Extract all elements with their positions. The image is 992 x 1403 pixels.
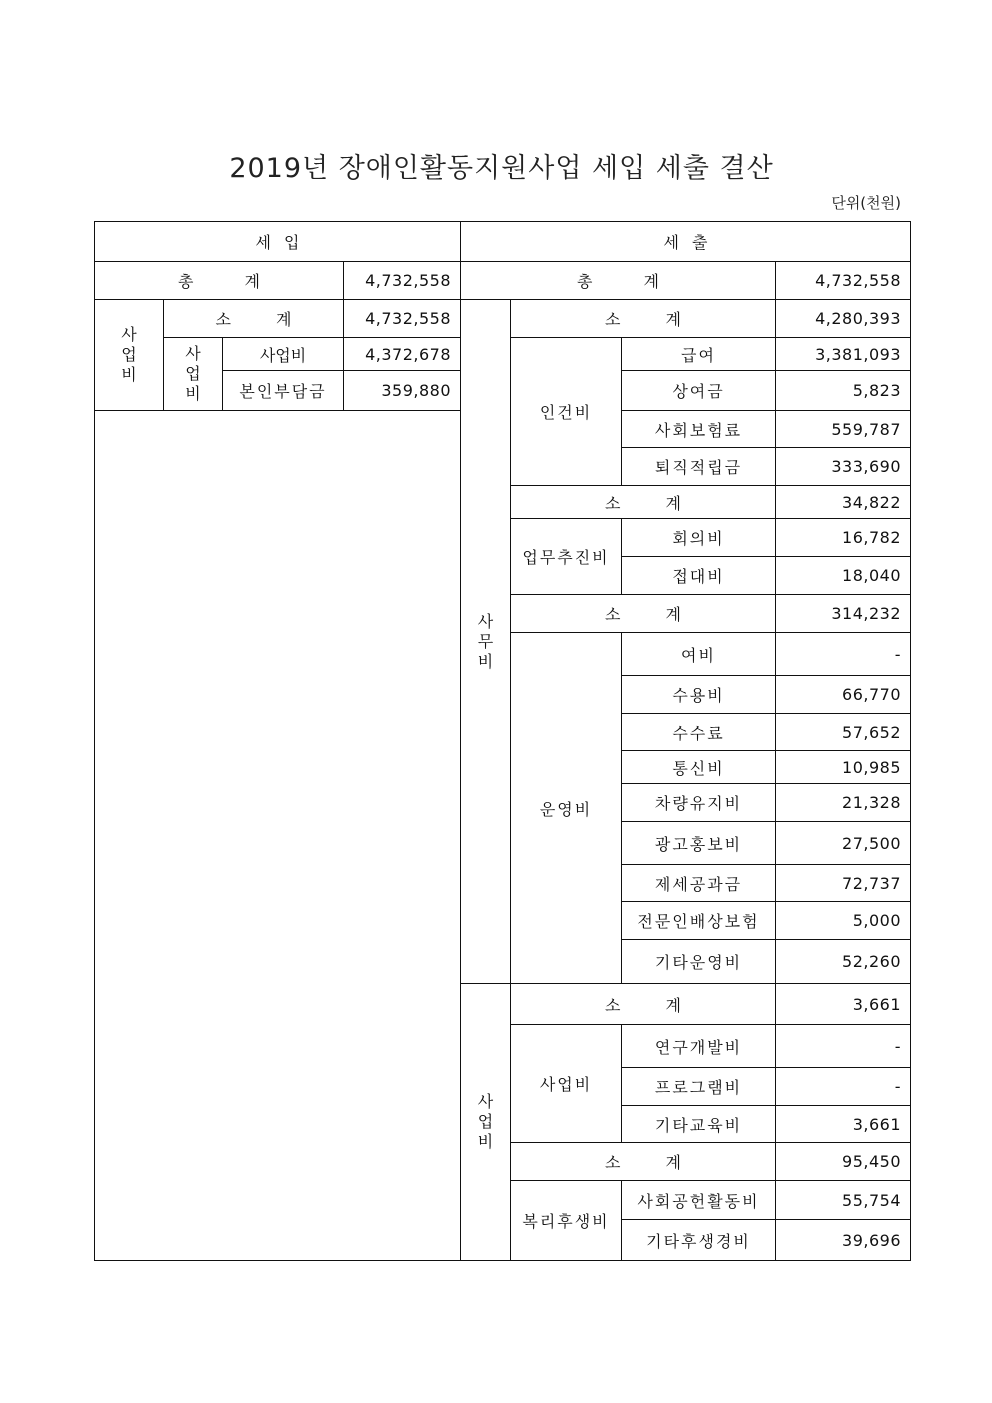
expense-item-label: 차량유지비: [622, 784, 776, 822]
group-business-promo: 업무추진비: [511, 519, 622, 595]
expense-item-value: 72,737: [776, 865, 911, 902]
group-project: 사업비: [511, 1025, 622, 1143]
page-title: 2019년 장애인활동지원사업 세입 세출 결산: [229, 153, 774, 184]
expense-item-label: 수수료: [622, 714, 776, 751]
income-category-cell: [95, 300, 164, 411]
expense-item-value: 18,040: [776, 557, 911, 595]
expense-header: 세 출: [461, 222, 911, 262]
operation-subtotal-value: 314,232: [776, 595, 911, 633]
expense-item-label: 제세공과금: [622, 865, 776, 902]
expense-item-label: 통신비: [622, 751, 776, 784]
expense-item-label: 퇴직적립금: [622, 448, 776, 486]
income-subcategory-cell: [164, 338, 223, 411]
expense-item-label: 회의비: [622, 519, 776, 557]
income-item-value: 359,880: [344, 371, 461, 411]
expense-item-value: 3,661: [776, 1106, 911, 1143]
expense-item-value: 52,260: [776, 940, 911, 984]
expense-item-label: 전문인배상보험: [622, 902, 776, 940]
expense-item-value: 66,770: [776, 676, 911, 714]
expense-item-label: 사회보험료: [622, 411, 776, 448]
section-label: 사업비: [477, 1092, 494, 1151]
expense-section-project: [461, 984, 511, 1261]
group-personnel: 인건비: [511, 338, 622, 486]
expense-item-value: 39,696: [776, 1220, 911, 1261]
section-label: 사무비: [477, 611, 494, 671]
expense-item-value: 16,782: [776, 519, 911, 557]
income-subtotal-label: 소 계: [164, 300, 344, 338]
expense-item-label: 수용비: [622, 676, 776, 714]
business-promo-subtotal-value: 34,822: [776, 486, 911, 519]
expense-item-value: 333,690: [776, 448, 911, 486]
expense-item-value: -: [776, 633, 911, 676]
expense-item-value: -: [776, 1025, 911, 1068]
expense-item-value: 3,381,093: [776, 338, 911, 371]
operation-subtotal-label: 소 계: [511, 595, 776, 633]
income-category: 사업비: [121, 325, 137, 384]
expense-item-value: 55,754: [776, 1181, 911, 1220]
income-item-label: 사업비: [223, 338, 344, 371]
expense-item-value: 559,787: [776, 411, 911, 448]
business-promo-subtotal-label: 소 계: [511, 486, 776, 519]
expense-section-office: [461, 300, 511, 984]
expense-item-label: 프로그램비: [622, 1068, 776, 1106]
unit-label: 단위(천원): [831, 194, 901, 212]
expense-item-value: 5,000: [776, 902, 911, 940]
expense-item-label: 여비: [622, 633, 776, 676]
expense-item-label: 연구개발비: [622, 1025, 776, 1068]
expense-item-label: 급여: [622, 338, 776, 371]
budget-table: [94, 221, 911, 1261]
income-empty-area: [95, 411, 461, 1261]
income-total-value: 4,732,558: [344, 262, 461, 300]
office-subtotal-value: 4,280,393: [776, 300, 911, 338]
expense-item-label: 광고홍보비: [622, 822, 776, 865]
income-header: 세 입: [95, 222, 461, 262]
income-item-value: 4,372,678: [344, 338, 461, 371]
project-subtotal-label: 소 계: [511, 984, 776, 1025]
expense-item-value: 5,823: [776, 371, 911, 411]
expense-item-value: 21,328: [776, 784, 911, 822]
expense-item-value: 27,500: [776, 822, 911, 865]
expense-item-label: 사회공헌활동비: [622, 1181, 776, 1220]
income-subtotal-value: 4,732,558: [344, 300, 461, 338]
income-total-label: 총 계: [95, 262, 344, 300]
expense-total-label: 총 계: [461, 262, 776, 300]
office-subtotal-label: 소 계: [511, 300, 776, 338]
expense-item-label: 접대비: [622, 557, 776, 595]
expense-item-value: 57,652: [776, 714, 911, 751]
expense-total-value: 4,732,558: [776, 262, 911, 300]
expense-item-label: 기타교육비: [622, 1106, 776, 1143]
income-subcategory: 사업비: [185, 344, 201, 403]
project-subtotal-value: 3,661: [776, 984, 911, 1025]
expense-item-label: 기타후생경비: [622, 1220, 776, 1261]
welfare-subtotal-label: 소 계: [511, 1143, 776, 1181]
income-item-label: 본인부담금: [223, 371, 344, 411]
group-operation: 운영비: [511, 633, 622, 984]
expense-item-label: 기타운영비: [622, 940, 776, 984]
expense-item-value: 10,985: [776, 751, 911, 784]
welfare-subtotal-value: 95,450: [776, 1143, 911, 1181]
expense-item-label: 상여금: [622, 371, 776, 411]
group-welfare: 복리후생비: [511, 1181, 622, 1261]
expense-item-value: -: [776, 1068, 911, 1106]
